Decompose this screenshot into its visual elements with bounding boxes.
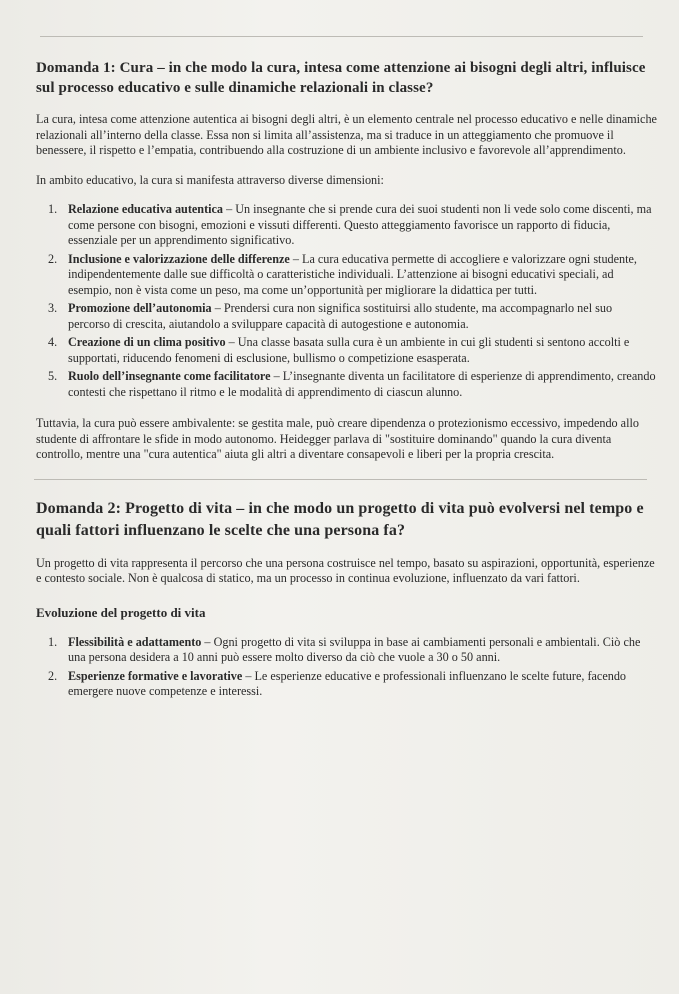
question-1-title: Domanda 1: Cura – in che modo la cura, intesa come attenzione ai bisogni degli altri, influisce sul processo educativo e sulle dinamiche relazionali in classe?	[36, 60, 646, 96]
evolution-list	[28, 635, 657, 700]
dimensions-intro: In ambito educativo, la cura si manifesta attraverso diverse dimensioni:	[36, 172, 384, 187]
question-2-title: Domanda 2: Progetto di vita – in che modo un progetto di vita può evolversi nel tempo e quali fattori influenzano le scelte che una persona fa?	[36, 499, 644, 539]
list-item: 3. Promozione dell’autonomia – Prendersi cura non significa sostituirsi allo studente, ma accompagnarlo nel suo percorso di crescita, aiutandolo a sviluppare capacità di autogestione e autonomia.	[48, 301, 613, 331]
list-item: 1. Relazione educativa autentica – Un insegnante che si prende cura dei suoi studenti non li vede solo come discenti, ma come persone con bisogni, emozioni e vissuti differenti. Questo atteggiamento favorisce un rapporto di fiducia, essenziale per un apprendimento significativo.	[48, 202, 652, 247]
question-1-intro: La cura, intesa come attenzione autentica ai bisogni degli altri, è un elemento centrale nel processo educativo e nelle dinamiche relazionali all’interno della classe. Essa non si limita all’assistenza, ma si traduce in un atteggiamento che promuove il benessere, il rispetto e l’empatia, contribuendo alla costruzione di un ambiente inclusivo e favorevole all’apprendimento.	[36, 112, 657, 157]
question-1-section	[28, 58, 657, 463]
list-item: 2. Esperienze formative e lavorative – Le esperienze educative e professionali influenzano le scelte future, facendo emergere nuove competenze e interessi.	[48, 668, 627, 698]
question-1-conclusion: Tuttavia, la cura può essere ambivalente: se gestita male, può creare dipendenza o protezionismo eccessivo, impedendo allo studente di affrontare le sfide in modo autonomo. Heidegger parlava di "sostituire dominando" quando la cura diventa controllo, mentre una "cura autentica" aiuta gli altri a diventare consapevoli e liberi per la propria crescita.	[36, 416, 639, 461]
question-2-section	[28, 498, 657, 700]
dimensions-list	[28, 202, 657, 400]
list-item: 5. Ruolo dell’insegnante come facilitatore – L’insegnante diventa un facilitatore di esperienze di apprendimento, creando contesti che rispettano il ritmo e le modalità di apprendimento di ciascun alunno.	[48, 369, 656, 399]
question-2-subtitle: Evoluzione del progetto di vita	[36, 604, 206, 620]
question-2-intro: Un progetto di vita rappresenta il percorso che una persona costruisce nel tempo, basato su aspirazioni, opportunità, esperienze e contesto sociale. Non è qualcosa di statico, ma un processo in continua evoluzione, influenzato da vari fattori.	[36, 555, 655, 585]
top-divider	[40, 36, 643, 37]
list-item: 2. Inclusione e valorizzazione delle differenze – La cura educativa permette di accogliere e valorizzare ogni studente, indipendentemente dalle sue difficoltà o caratteristiche individuali. L’attenzione ai bisogni educativi speciali, ad esempio, non è vista come un peso, ma come un’opportunità per migliorare la didattica per tutti.	[48, 251, 637, 297]
list-item: 1. Flessibilità e adattamento – Ogni progetto di vita si sviluppa in base ai cambiamenti personali e ambientali. Ciò che una persona desidera a 10 anni può essere molto diverso da ciò che vuole a 30 o 50 anni.	[48, 634, 641, 664]
section-divider	[34, 479, 647, 480]
list-item: 4. Creazione di un clima positivo – Una classe basata sulla cura è un ambiente in cui gli studenti si sentono accolti e supportati, riducendo fenomeni di esclusione, bullismo o competizione esasperata.	[48, 335, 630, 365]
